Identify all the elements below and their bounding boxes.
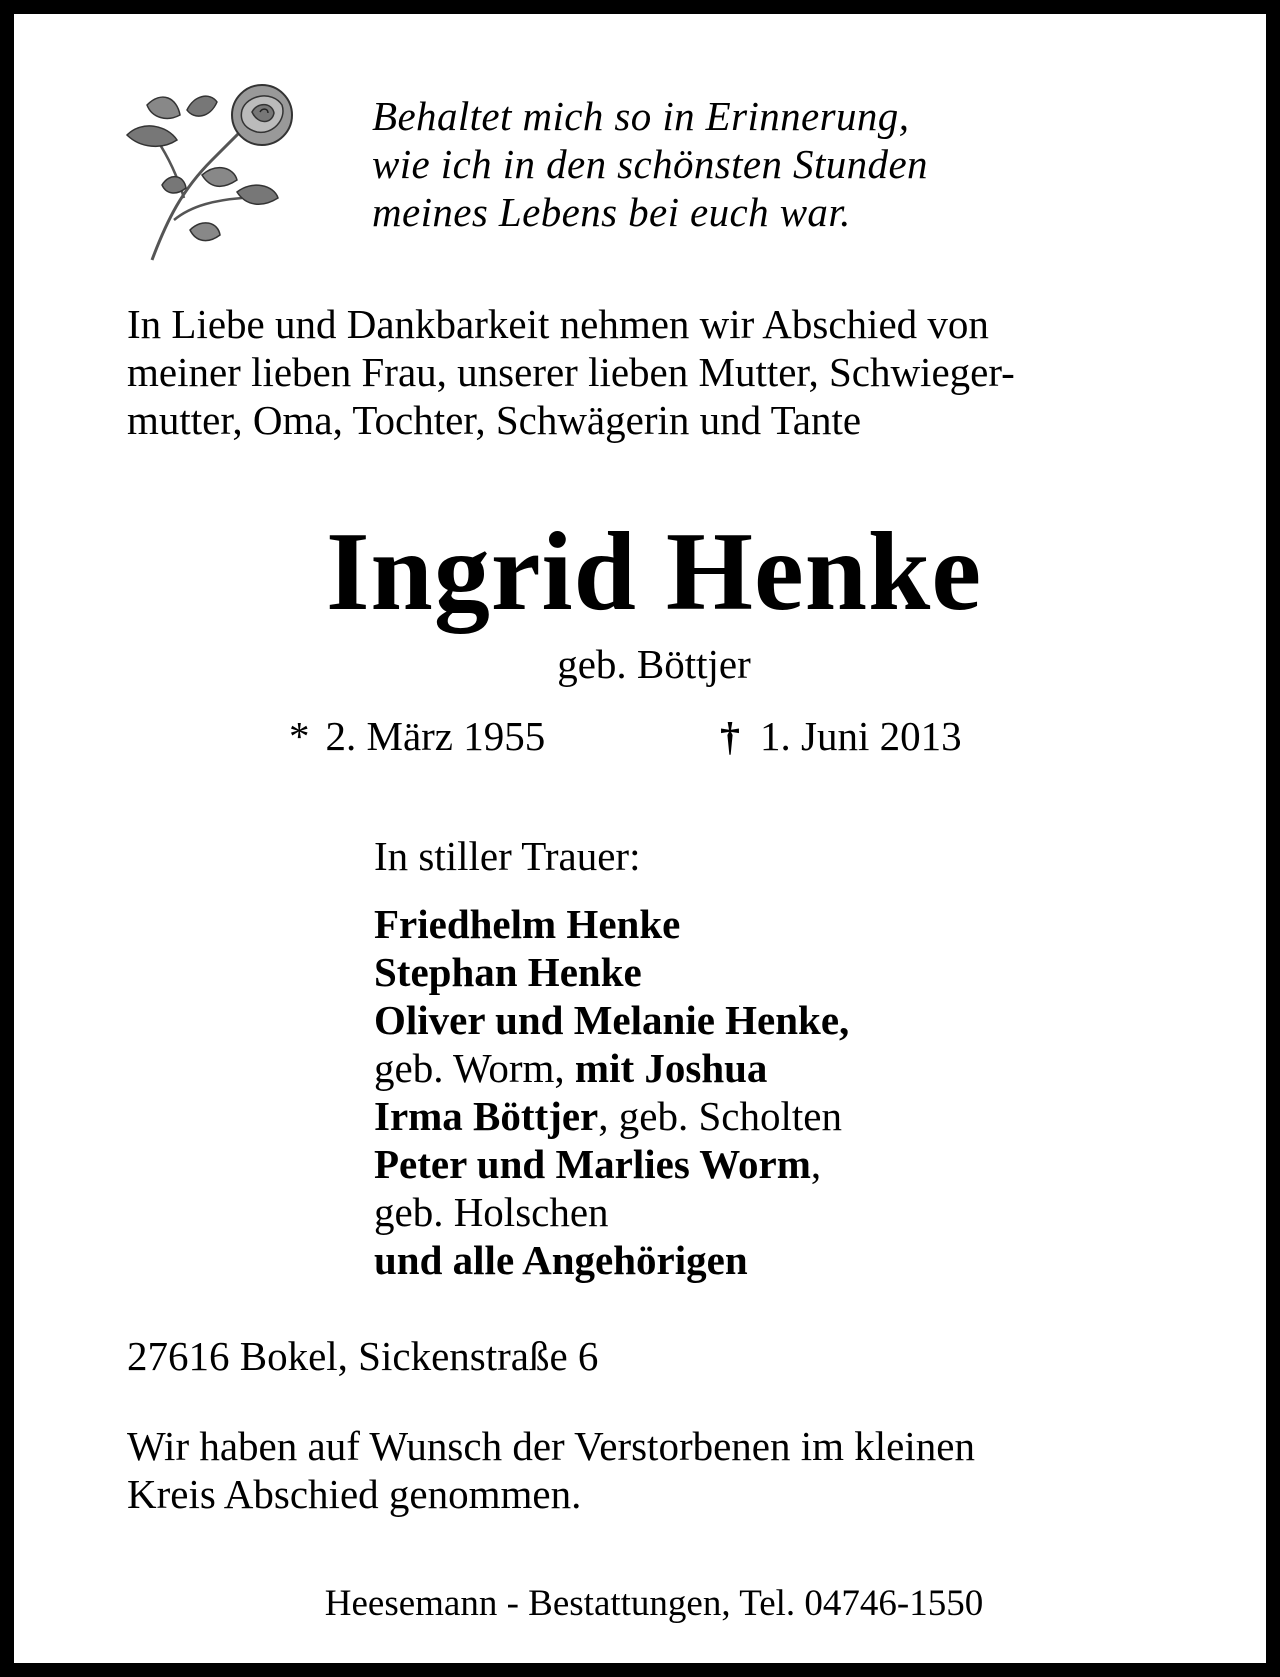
motto-verse [372, 92, 928, 236]
motto-line: Behaltet mich so in Erinnerung, [372, 93, 910, 139]
cross-icon: † [720, 714, 740, 759]
birth-name: geb. Böttjer [557, 641, 751, 687]
death-date-line [720, 712, 962, 761]
intro-line: In Liebe und Dankbarkeit nehmen wir Abschied von [127, 301, 989, 347]
birth-date: 2. März 1955 [325, 713, 546, 759]
address: 27616 Bokel, Sickenstraße 6 [127, 1333, 599, 1379]
mourner-line [374, 1092, 849, 1140]
mourner-text: geb. Worm, [374, 1045, 575, 1091]
mourner-line: geb. Holschen [374, 1189, 609, 1235]
birth-star-icon: * [289, 713, 310, 759]
mourner-line [374, 1140, 849, 1188]
mourner-line: Oliver und Melanie Henke, [374, 997, 850, 1043]
mourner-line: und alle Angehörigen [374, 1237, 748, 1283]
deceased-name: Ingrid Henke [325, 510, 983, 634]
rose-icon [122, 80, 308, 266]
mourner-text: , geb. Scholten [598, 1093, 842, 1139]
mourner-name: Peter und Marlies Worm [374, 1141, 811, 1187]
mourner-name: mit Joshua [574, 1045, 768, 1091]
death-date: 1. Juni 2013 [760, 713, 962, 759]
mourners-label: In stiller Trauer: [374, 833, 641, 879]
motto-line: wie ich in den schönsten Stunden [372, 141, 928, 187]
note-line: Wir haben auf Wunsch der Verstorbenen im kleinen [127, 1423, 975, 1469]
farewell-note [127, 1422, 975, 1518]
mourner-line: Stephan Henke [374, 949, 642, 995]
mourner-text: , [810, 1141, 822, 1187]
mourner-name: Irma Böttjer [374, 1093, 599, 1139]
mourners-list [374, 900, 849, 1284]
birth-date-line [289, 712, 545, 760]
mourner-line: Friedhelm Henke [374, 901, 681, 947]
intro-text [127, 300, 1015, 444]
motto-line: meines Lebens bei euch war. [372, 189, 851, 235]
funeral-home-footer: Heesemann - Bestattungen, Tel. 04746-1550 [324, 1583, 984, 1624]
intro-line: meiner lieben Frau, unserer lieben Mutter, Schwieger- [127, 349, 1015, 395]
mourner-line [374, 1044, 849, 1092]
note-line: Kreis Abschied genommen. [127, 1471, 582, 1517]
intro-line: mutter, Oma, Tochter, Schwägerin und Tante [127, 397, 862, 443]
